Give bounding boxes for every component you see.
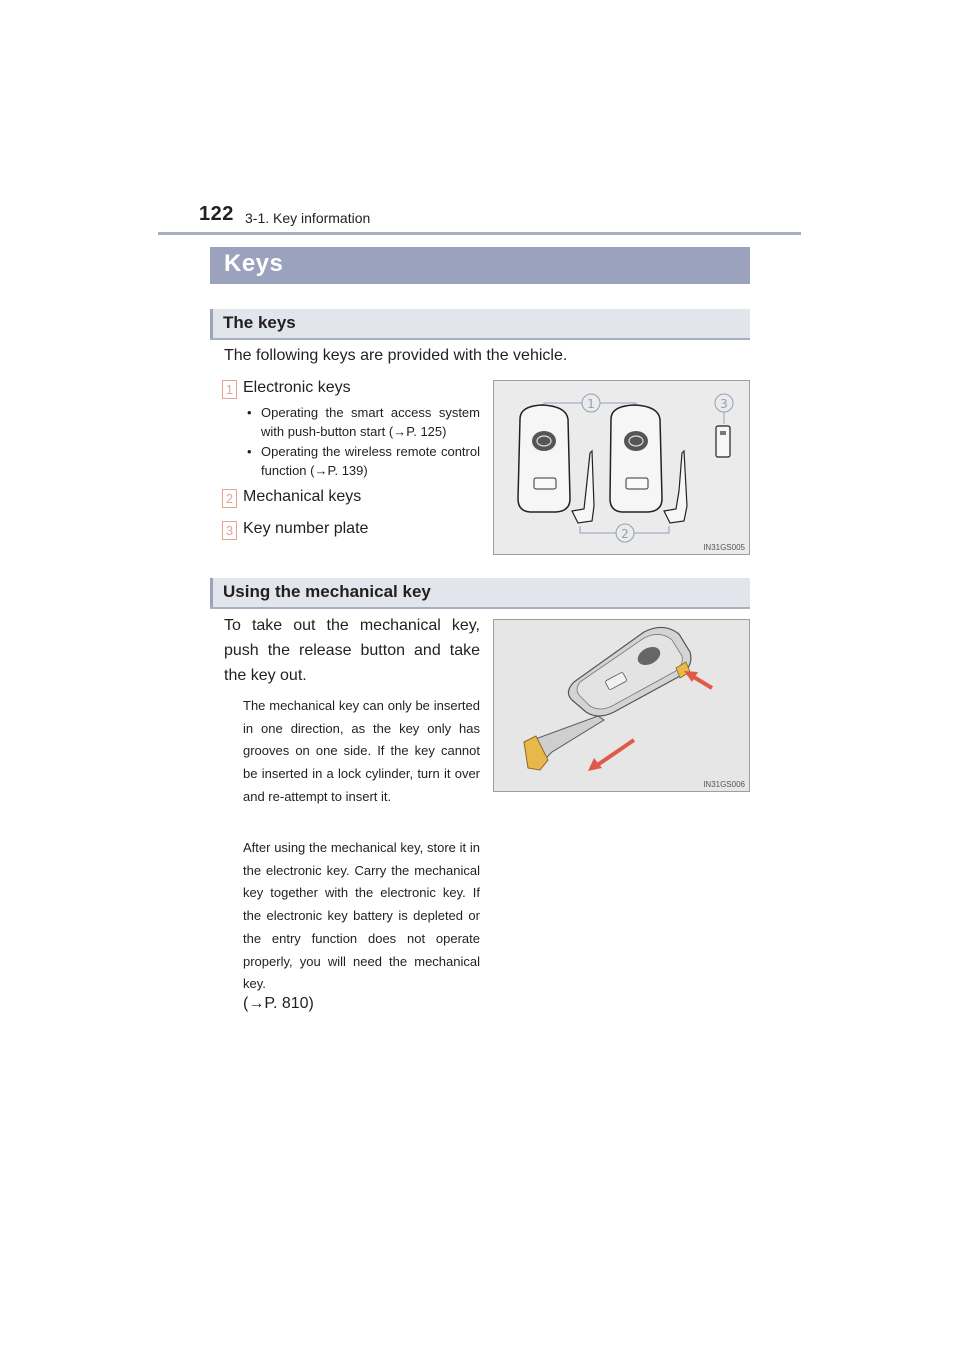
item-mechanical-keys: Mechanical keys [243, 488, 362, 505]
subheading-the-keys [210, 309, 750, 340]
mechanical-key-icon [524, 716, 604, 770]
callout-2-label: 2 [621, 527, 629, 541]
item-number-badge: 1 [222, 380, 237, 399]
mechanical-key-illustration [493, 619, 750, 792]
figure-code: IN31GS006 [703, 780, 745, 789]
mechanical-key-drawing [494, 620, 749, 791]
callout-3-label: 3 [720, 397, 728, 411]
section-title: Keys [224, 250, 284, 277]
bullet-icon: • [247, 444, 252, 459]
subheading-the-keys-label: The keys [223, 313, 296, 332]
bullet-text: Operating the wireless remote control function (→P. 139) [261, 444, 480, 478]
subheading-using-mechanical-key [210, 578, 750, 609]
mechanical-key-icon [664, 451, 687, 523]
bullet-text: Operating the smart access system with push-button start (→P. 125) [261, 405, 480, 439]
callout-2 [616, 524, 634, 542]
bullet-icon: • [247, 405, 252, 420]
item-electronic-keys: Electronic keys [243, 379, 351, 396]
page-number: 122 [199, 203, 234, 225]
electronic-key-icon [568, 627, 690, 716]
keys-intro: The following keys are provided with the vehicle. [224, 347, 568, 364]
item-number-badge: 2 [222, 489, 237, 508]
keys-drawing [494, 381, 749, 554]
note-paragraph: The mechanical key can only be inserted in one direction, as the key only has grooves on one side. If the key cannot be inserted in a lock cylinder, turn it over and re-attempt to insert it. [243, 698, 480, 804]
section-title-bar [210, 247, 750, 284]
figure-code: IN31GS005 [703, 543, 745, 552]
running-head: 3-1. Key information [245, 210, 371, 226]
page-reference-link[interactable]: (→P. 810) [243, 995, 314, 1012]
electronic-key-icon [610, 405, 662, 512]
item-number-badge: 3 [222, 521, 237, 540]
keys-illustration [493, 380, 750, 555]
item-key-number-plate: Key number plate [243, 520, 369, 537]
callout-1 [582, 394, 600, 412]
note-paragraph: After using the mechanical key, store it in the electronic key. Carry the mechanical key together with the electronic key. If the electronic key battery is depleted or the entry function does not operate properly, you will need the mechanical key. [243, 840, 480, 992]
callout-1-label: 1 [587, 397, 595, 411]
electronic-key-icon [518, 405, 570, 512]
header-rule [158, 232, 801, 235]
mechanical-key-icon [572, 451, 594, 523]
key-number-plate-icon [716, 426, 730, 457]
bullet-item [247, 403, 480, 441]
mechanical-key-instructions: To take out the mechanical key, push the release button and take the key out. [224, 617, 480, 684]
subheading-using-mechanical-key-label: Using the mechanical key [223, 582, 431, 601]
bullet-item [247, 442, 480, 480]
callout-3 [715, 394, 733, 412]
